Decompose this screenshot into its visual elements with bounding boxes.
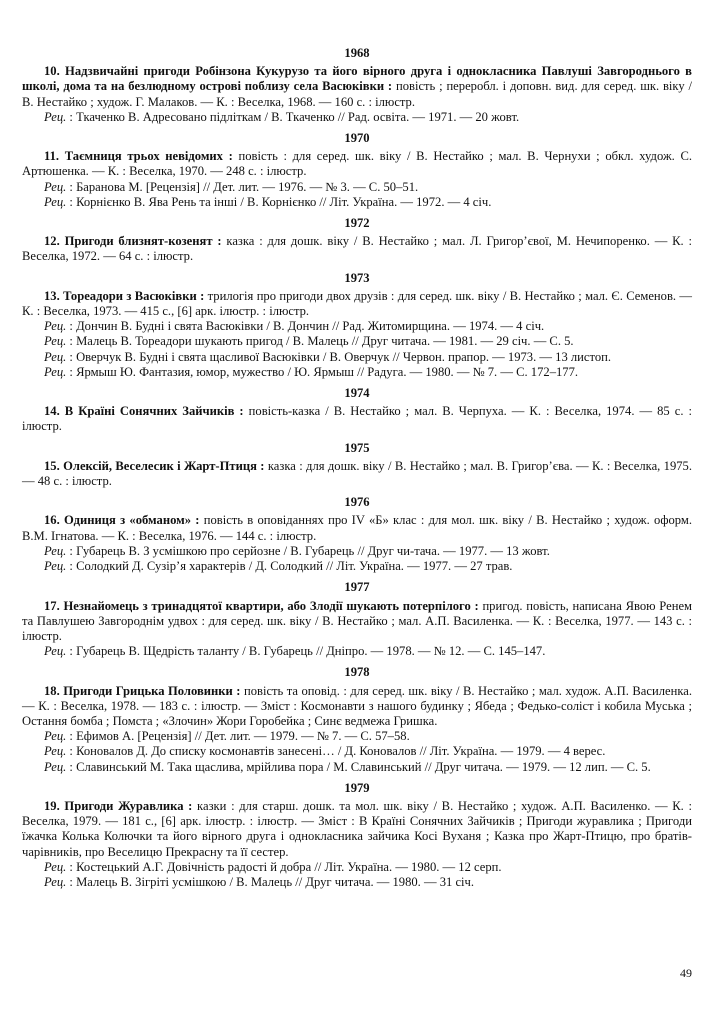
- review-entry: [22, 744, 692, 759]
- review-text: : Славинський М. Така щаслива, мрійлива пора / М. Славинський // Друг читача. — 1979. — 12 лип. — С. 5.: [69, 759, 651, 774]
- review-text: : Оверчук В. Будні і свята щасливої Васюківки / В. Оверчук // Червон. прапор. — 1973. — 13 листоп.: [69, 349, 612, 364]
- entry-description: повість-казка / В. Нестайко ; мал. В. Черпуха. — К. : Веселка, 1974. — 85 с. : ілюстр.: [22, 404, 692, 434]
- review-label: Рец.: [44, 729, 70, 744]
- review-text: : Корнієнко В. Ява Рень та інші / В. Корнієнко // Літ. Україна. — 1972. — 4 січ.: [69, 194, 492, 209]
- entry-description: пригод. повість, написана Явою Ренем та Павлушею Завгороднім удвох : для серед. шк. віку / В. Нестайко ; мал. А.П. Василенка. — К. : Веселка, 1977. — 143 с. : ілюстр.: [22, 598, 693, 643]
- year-heading: 1972: [344, 216, 370, 231]
- entry-title: 15. Олексій, Веселесик і Жарт-Птиця :: [44, 458, 265, 473]
- review-text: : Малець В. Тореадори шукають пригод / В. Малець // Друг читача. — 1981. — 29 січ. — С. 5.: [69, 334, 574, 349]
- review-entry: [22, 760, 692, 775]
- review-entry: [22, 334, 692, 349]
- entry-title: 14. В Країні Сонячних Зайчиків :: [44, 404, 244, 419]
- review-text: : Губарець В. Щедрість таланту / В. Губарець // Дніпро. — 1978. — № 12. — С. 145–147.: [69, 644, 546, 659]
- review-label: Рец.: [44, 559, 70, 574]
- review-label: Рец.: [44, 179, 70, 194]
- review-entry: [22, 559, 692, 574]
- entry-description: повість та оповід. : для серед. шк. віку / В. Нестайко ; мал. худож. А.П. Василенка. — К. : Веселка, 1978. — 183 с. : ілюстр. — Зміст : Космонавти з нашого будинку ; Ябеда ; Федько-соліст і кобила Муська ; Остання бомба ; Помста ; «Злочин» Жори Горобейка ; Синє ведмежа Гришка.: [22, 683, 692, 728]
- year-heading: 1968: [344, 46, 370, 60]
- entry-description: повість ; переробл. і доповн. вид. для серед. шк. віку / В. Нестайко ; худож. Г. Малаков. — К. : Веселка, 1968. — 160 с. : ілюстр.: [22, 79, 693, 109]
- bibliography-entry: [22, 684, 692, 730]
- bibliography-entry: [22, 513, 692, 543]
- year-heading: 1977: [344, 580, 370, 595]
- entry-description: повість в оповіданнях про IV «Б» клас : для мол. шк. віку / В. Нестайко ; худож. оформ. В.М. Ігнатова. — К. : Веселка, 1976. — 144 с. : ілюстр.: [22, 513, 693, 543]
- review-entry: [22, 180, 692, 195]
- entry-title: 18. Пригоди Грицька Половинки :: [44, 683, 241, 698]
- review-label: Рец.: [44, 874, 70, 889]
- review-entry: [22, 110, 692, 125]
- year-heading: 1974: [344, 386, 370, 401]
- review-text: : Дончин В. Будні і свята Васюківки / В. Дончин // Рад. Житомирщина. — 1974. — 4 січ.: [69, 319, 545, 334]
- entry-title: 11. Таємниця трьох невідомих :: [44, 149, 233, 164]
- review-label: Рец.: [44, 644, 70, 659]
- review-entry: [22, 860, 692, 875]
- entry-description: трилогія про пригоди двох друзів : для серед. шк. віку / В. Нестайко ; мал. Є. Семенов. — К. : Веселка, 1973. — 415 с., [6] арк. ілюстр. : ілюстр.: [22, 288, 692, 319]
- year-heading: 1976: [344, 495, 370, 510]
- review-label: Рец.: [44, 364, 70, 379]
- year-heading: 1973: [344, 270, 370, 285]
- bibliography-page: [22, 46, 692, 890]
- review-text: : Костецький А.Г. Довічність радості й добра // Літ. Україна. — 1980. — 12 серп.: [69, 859, 502, 874]
- review-entry: [22, 644, 692, 659]
- review-label: Рец.: [44, 543, 70, 558]
- bibliography-entry: [22, 599, 692, 645]
- entry-title: 19. Пригоди Журавлика :: [44, 798, 193, 813]
- entry-title: 13. Тореадори з Васюківки :: [44, 288, 205, 303]
- page-number: 49: [680, 966, 692, 980]
- review-label: Рец.: [44, 759, 70, 774]
- review-entry: [22, 544, 692, 559]
- bibliography-entry: [22, 149, 692, 179]
- bibliography-entry: [22, 404, 692, 434]
- bibliography-entry: [22, 799, 692, 860]
- entry-description: повість : для серед. шк. віку / В. Нестайко ; мал. В. Чернухи ; обкл. худож. С. Артюшенка. — К. : Веселка, 1970. — 248 с. : ілюстр.: [22, 149, 692, 179]
- year-heading: 1978: [344, 665, 370, 680]
- review-label: Рец.: [44, 334, 70, 349]
- year-heading: 1979: [344, 780, 370, 795]
- review-text: : Ярмыш Ю. Фантазия, юмор, мужество / Ю. Ярмыш // Радуга. — 1980. — № 7. — С. 172–177.: [69, 364, 579, 379]
- review-entry: [22, 350, 692, 365]
- bibliography-entry: [22, 289, 692, 319]
- review-text: : Солодкий Д. Сузір’я характерів / Д. Солодкий // Літ. Україна. — 1977. — 27 трав.: [69, 559, 513, 574]
- entry-title: 10. Надзвичайні пригоди Робінзона Кукурузо та його вірного друга і однокласника Павлуші Завгороднього в школі, дома та на безлюдному острові поблизу села Васюківки :: [22, 64, 692, 94]
- review-text: : Малець В. Зігріті усмішкою / В. Малець // Друг читача. — 1980. — 31 січ.: [69, 874, 475, 889]
- review-text: : Ефимов А. [Рецензія] // Дет. лит. — 1979. — № 7. — С. 57–58.: [69, 729, 410, 744]
- entry-description: казка : для дошк. віку / В. Нестайко ; мал. В. Григор’єва. — К. : Веселка, 1975. — 48 с. : ілюстр.: [22, 458, 692, 489]
- review-text: : Губарець В. З усмішкою про серйозне / В. Губарець // Друг чи-тача. — 1977. — 13 жовт.: [69, 543, 550, 558]
- entry-title: 12. Пригоди близнят-козенят :: [44, 234, 222, 249]
- review-text: : Коновалов Д. До списку космонавтів занесені… / Д. Коновалов // Літ. Україна. — 1979. — 4 верес.: [69, 744, 606, 759]
- review-entry: [22, 319, 692, 334]
- review-label: Рец.: [44, 859, 70, 874]
- review-text: : Баранова М. [Рецензія] // Дет. лит. — 1976. — № 3. — С. 50–51.: [69, 179, 419, 194]
- entry-title: 16. Одиниця з «обманом» :: [44, 513, 200, 528]
- bibliography-entry: [22, 234, 692, 264]
- review-entry: [22, 729, 692, 744]
- review-entry: [22, 195, 692, 210]
- review-label: Рец.: [44, 349, 70, 364]
- review-entry: [22, 365, 692, 380]
- review-text: : Ткаченко В. Адресовано підліткам / В. Ткаченко // Рад. освіта. — 1971. — 20 жовт.: [69, 109, 520, 124]
- year-heading: 1975: [344, 440, 370, 455]
- review-label: Рец.: [44, 744, 70, 759]
- review-label: Рец.: [44, 319, 70, 334]
- year-heading: 1970: [344, 131, 370, 146]
- bibliography-entry: [22, 459, 692, 489]
- entry-title: 17. Незнайомець з тринадцятої квартири, або Злодії шукають потерпілого :: [44, 598, 479, 613]
- review-entry: [22, 875, 692, 890]
- entry-description: казка : для дошк. віку / В. Нестайко ; мал. Л. Григор’євої, М. Нечипоренко. — К. : Веселка, 1972. — 64 с. : ілюстр.: [22, 234, 692, 264]
- entry-description: казки : для старш. дошк. та мол. шк. віку / В. Нестайко ; худож. А.П. Василенко. — К. : Веселка, 1979. — 181 с., [6] арк. ілюстр. : ілюстр. — Зміст : В Країні Сонячних Зайчиків ; Пригоди журавлика ; Пригоди їжачка Колька Колючки та його вірного друга і однокласника зайчика Косі Вуханя ; Казка про Жарт-Птицю, про братів-чарівників, про Веселицю Прекрасну та її сестер.: [22, 798, 692, 859]
- review-label: Рец.: [44, 194, 70, 209]
- review-label: Рец.: [44, 109, 70, 124]
- bibliography-entry: [22, 64, 692, 110]
